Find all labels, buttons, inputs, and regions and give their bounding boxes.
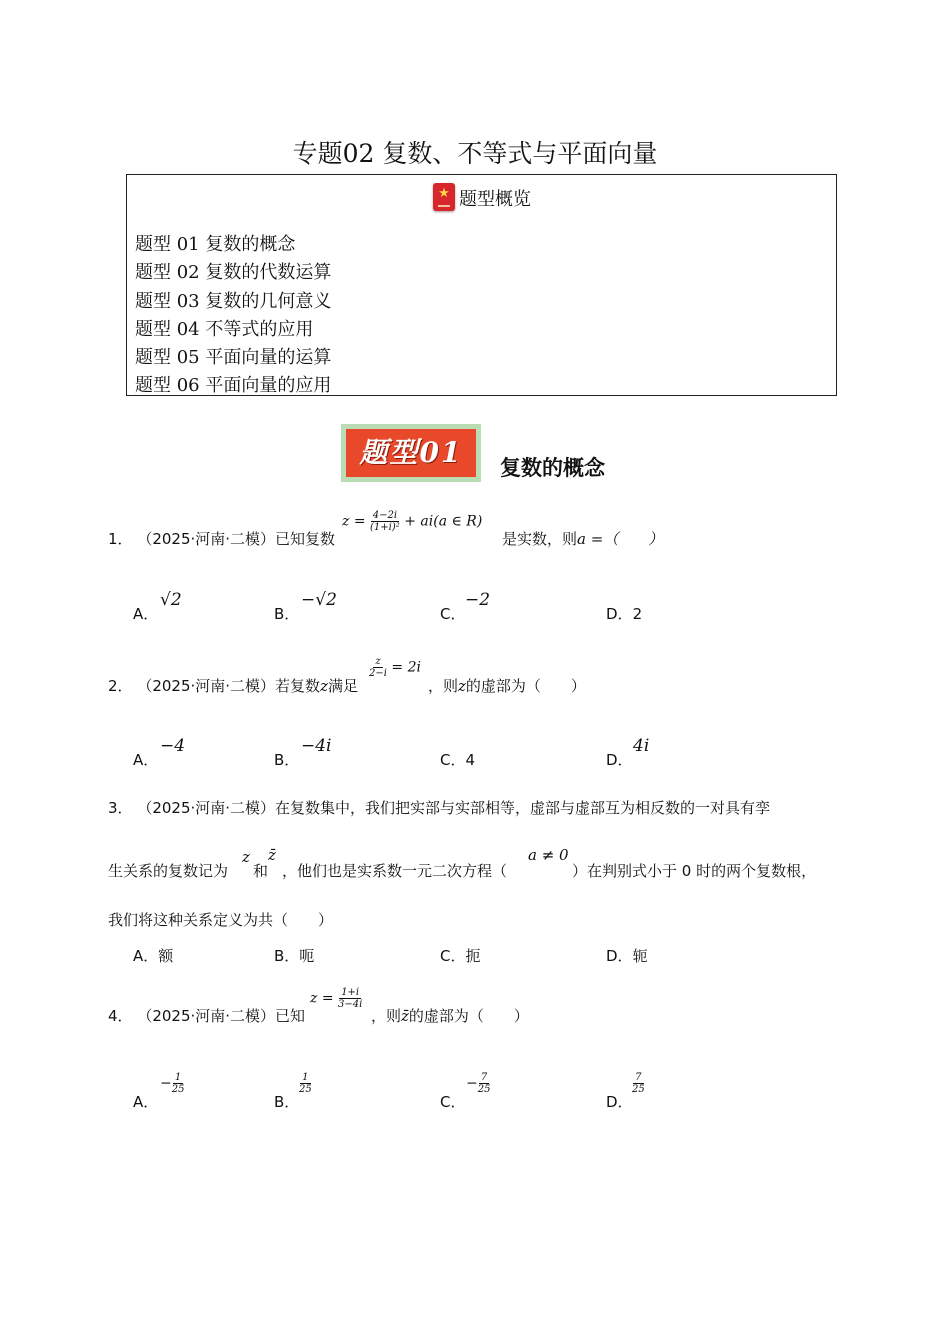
- question-text: 是实数，则: [502, 530, 578, 548]
- section-tag: [341, 424, 481, 482]
- question-text: 生关系的复数记为: [108, 862, 229, 880]
- question-source: （2025·河南·二模）: [137, 1007, 276, 1025]
- question-1-tail: [502, 528, 663, 549]
- option-b-value: −√2: [301, 590, 337, 610]
- option-label: A．: [133, 751, 159, 769]
- option-c[interactable]: [440, 749, 475, 770]
- overview-item[interactable]: 题型 02 复数的代数运算: [135, 262, 332, 284]
- option-b[interactable]: [274, 749, 299, 770]
- math-zbar: z̄: [268, 846, 276, 864]
- option-a-value: −4: [160, 736, 186, 756]
- option-fraction: [172, 1072, 185, 1095]
- math-z: z: [242, 848, 250, 866]
- overview-item[interactable]: 题型 06 平面向量的应用: [135, 375, 332, 397]
- option-d[interactable]: [606, 1091, 633, 1112]
- question-number: 2．: [108, 677, 133, 695]
- option-label: D．: [606, 751, 633, 769]
- question-text: 已知复数: [275, 530, 336, 548]
- option-d[interactable]: [606, 945, 648, 966]
- overview-box: [126, 174, 837, 396]
- option-a-value: [160, 1072, 184, 1095]
- fraction-numerator: 7: [635, 1072, 642, 1083]
- fraction-numerator: 4−2i: [372, 510, 398, 521]
- fraction-numerator: 7: [480, 1072, 488, 1083]
- question-text: 满足: [327, 677, 358, 695]
- question-3-line-2b: ，他们也是实系数一元二次方程（: [282, 862, 508, 880]
- fraction-denominator: 25: [477, 1084, 491, 1095]
- option-label: D．: [606, 947, 633, 965]
- option-d[interactable]: [606, 603, 642, 624]
- question-2: [108, 675, 358, 696]
- formula-lhs: z =: [310, 990, 334, 1007]
- option-label: B．: [274, 751, 300, 769]
- option-d[interactable]: [606, 749, 633, 770]
- option-b[interactable]: [274, 1091, 299, 1112]
- option-value: 2: [632, 605, 643, 623]
- option-label: A．: [133, 605, 159, 623]
- page-title: 专题02 复数、不等式与平面向量: [292, 139, 658, 168]
- question-number: 4．: [108, 1007, 133, 1025]
- formula-fraction: [370, 510, 400, 533]
- question-tail: a =（ ）: [577, 530, 664, 548]
- option-a-value: √2: [160, 590, 182, 610]
- option-value: 额: [158, 947, 174, 965]
- option-b[interactable]: [274, 603, 299, 624]
- option-value: 呃: [299, 947, 315, 965]
- option-label: C．: [440, 1093, 466, 1111]
- option-sign: −: [160, 1075, 172, 1092]
- fraction-numerator: 1: [302, 1072, 309, 1083]
- question-3-line-3: 我们将这种关系定义为共（ ）: [108, 911, 334, 929]
- option-a[interactable]: [133, 603, 158, 624]
- option-label: B．: [274, 947, 300, 965]
- option-label: B．: [274, 605, 300, 623]
- option-b-value: [299, 1072, 312, 1095]
- overview-item[interactable]: 题型 01 复数的概念: [135, 234, 296, 255]
- formula-lhs: z =: [342, 513, 366, 530]
- fraction-numerator: z: [375, 656, 381, 667]
- option-label: A．: [133, 947, 159, 965]
- option-c-value: −2: [465, 590, 491, 610]
- question-text: ，则: [371, 1007, 402, 1025]
- fraction-denominator: (1+i)²: [370, 522, 400, 533]
- question-1-formula: [342, 510, 482, 533]
- option-label: C．: [440, 947, 466, 965]
- option-label: C．: [440, 751, 466, 769]
- option-fraction: [478, 1072, 491, 1095]
- question-3-line-1: [108, 797, 770, 818]
- formula-fraction: [369, 656, 387, 679]
- section-title: 复数的概念: [500, 456, 605, 480]
- overview-heading: [433, 183, 531, 211]
- option-label: D．: [606, 605, 633, 623]
- fraction-denominator: 25: [299, 1084, 312, 1095]
- overview-list: [135, 231, 331, 401]
- question-tail: 的虚部为（ ）: [408, 1007, 529, 1025]
- math-var: z: [320, 677, 328, 695]
- option-label: C．: [440, 605, 466, 623]
- question-text: 在复数集中，我们把实部与实部相等，虚部与虚部互为相反数的一对具有孪: [275, 799, 771, 817]
- option-c[interactable]: [440, 603, 465, 624]
- fraction-denominator: 25: [632, 1084, 645, 1095]
- overview-item[interactable]: 题型 03 复数的几何意义: [135, 290, 332, 312]
- option-d-value: 4i: [633, 736, 650, 756]
- option-c[interactable]: [440, 945, 481, 966]
- math-condition: a ≠ 0: [528, 846, 569, 864]
- question-source: （2025·河南·二模）: [137, 530, 276, 548]
- formula-rhs: + ai(a ∈ R): [404, 513, 483, 530]
- option-a[interactable]: [133, 945, 173, 966]
- overview-item[interactable]: 题型 04 不等式的应用: [135, 318, 314, 340]
- fraction-numerator: 1: [174, 1072, 182, 1083]
- option-b[interactable]: [274, 945, 314, 966]
- question-number: 1．: [108, 530, 133, 548]
- question-4-formula: [310, 987, 362, 1010]
- question-4-tail: [371, 1005, 529, 1026]
- option-c-value: [466, 1072, 490, 1095]
- option-c[interactable]: [440, 1091, 465, 1112]
- option-value: 轭: [632, 947, 648, 965]
- question-3-and: 和: [253, 862, 269, 880]
- option-label: B．: [274, 1093, 300, 1111]
- option-b-value: −4i: [301, 736, 332, 756]
- option-a[interactable]: [133, 1091, 158, 1112]
- fraction-denominator: 3−4i: [338, 999, 363, 1010]
- option-d-value: [632, 1072, 645, 1095]
- math-zbar: z̄: [401, 1007, 409, 1025]
- option-label: A．: [133, 1093, 159, 1111]
- option-fraction: [632, 1072, 645, 1095]
- overview-item[interactable]: 题型 05 平面向量的运算: [135, 347, 332, 369]
- fraction-denominator: 25: [171, 1084, 185, 1095]
- question-tail: 的虚部为（ ）: [465, 677, 586, 695]
- formula-rhs: = 2i: [391, 659, 421, 676]
- fraction-denominator: 2−i: [369, 668, 387, 679]
- option-sign: −: [466, 1075, 478, 1092]
- option-a[interactable]: [133, 749, 158, 770]
- question-1: [108, 528, 335, 549]
- question-text: 若复数: [275, 677, 321, 695]
- question-source: （2025·河南·二模）: [137, 677, 276, 695]
- question-2-tail: [428, 675, 586, 696]
- star-icon: ★: [433, 183, 455, 211]
- question-2-formula: [369, 656, 421, 679]
- option-label: D．: [606, 1093, 633, 1111]
- option-fraction: [299, 1072, 312, 1095]
- question-source: （2025·河南·二模）: [137, 799, 276, 817]
- math-var: z: [458, 677, 466, 695]
- section-tag-label: 题型01: [346, 429, 476, 477]
- question-text: 已知: [275, 1007, 306, 1025]
- question-4: [108, 1005, 305, 1026]
- question-text: ，则: [428, 677, 459, 695]
- question-3-line-2c: ）在判别式小于 0 时的两个复数根，: [572, 862, 817, 880]
- fraction-numerator: 1+i: [341, 987, 360, 998]
- formula-fraction: [338, 987, 362, 1010]
- question-3-line-2a: [108, 860, 228, 881]
- question-number: 3．: [108, 799, 133, 817]
- option-value: 扼: [465, 947, 481, 965]
- overview-heading-text: 题型概览: [459, 189, 531, 210]
- option-value: 4: [465, 751, 476, 769]
